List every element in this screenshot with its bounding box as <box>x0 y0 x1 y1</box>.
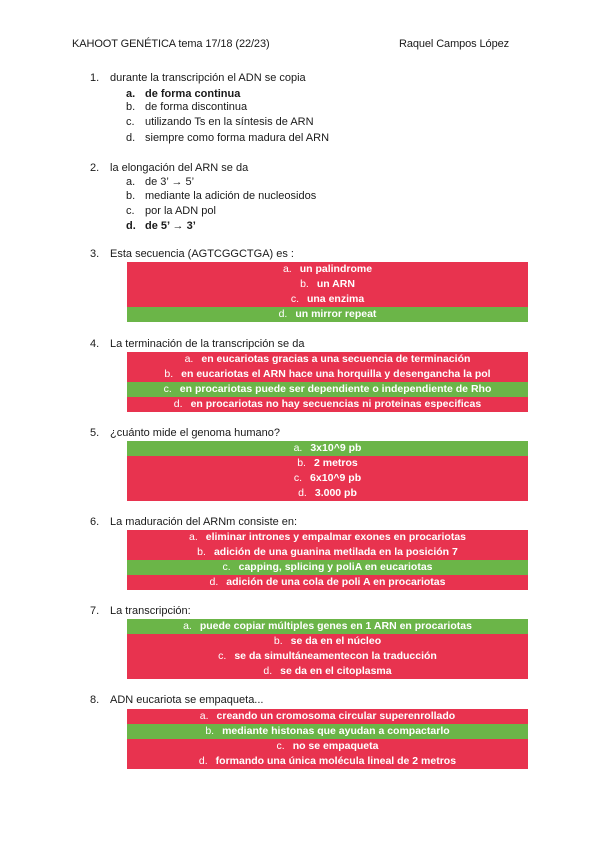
question-text: la elongación del ARN se da <box>110 162 249 174</box>
option-text: 3.000 pb <box>314 487 357 499</box>
option-text: mediante la adición de nucleosidos <box>145 190 317 202</box>
option-letter: b. <box>197 546 206 558</box>
option-letter: c. <box>222 561 231 573</box>
option-text: por la ADN pol <box>145 205 216 217</box>
question-2 <box>90 162 248 174</box>
question-1 <box>90 72 306 84</box>
option-text: en eucariotas el ARN hace una horquilla y desengancha la pol <box>181 368 491 380</box>
option-letter: d. <box>263 665 273 677</box>
option-letter: b. <box>164 368 174 380</box>
option-text: utilizando Ts en la síntesis de ARN <box>145 116 314 128</box>
answer-bar-7d <box>127 664 528 679</box>
option-letter: b. <box>126 190 136 202</box>
answer-bar-7b <box>127 634 528 649</box>
option-text: un ARN <box>316 278 355 290</box>
option-letter: d. <box>278 308 288 320</box>
option-2c <box>126 205 216 217</box>
answer-bar-4d <box>127 397 528 412</box>
answer-bar-3d <box>127 307 528 322</box>
option-text: adición de una cola de poli A en procariotas <box>226 576 446 588</box>
option-letter: d. <box>209 576 219 588</box>
option-letter: a. <box>126 88 136 100</box>
option-text: de forma continua <box>145 88 241 100</box>
option-letter: b. <box>126 101 136 113</box>
option-text: en procariotas no hay secuencias ni proteinas especificas <box>190 398 482 410</box>
option-text: mediante histonas que ayudan a compactarlo <box>222 725 450 737</box>
answer-bar-6b <box>127 545 528 560</box>
option-letter: d. <box>298 487 307 499</box>
option-text: 2 metros <box>313 457 358 469</box>
question-5 <box>90 427 280 439</box>
option-text: de 5’ → 3’ <box>145 220 196 232</box>
answer-bar-8c <box>127 739 528 754</box>
question-number: 3. <box>90 248 100 260</box>
option-letter: c. <box>293 472 303 484</box>
answer-bar-4a <box>127 352 528 367</box>
answer-bar-4b <box>127 367 528 382</box>
option-letter: a. <box>188 531 198 543</box>
answer-bar-6d <box>127 575 528 590</box>
option-2d <box>126 220 196 232</box>
question-4 <box>90 338 304 350</box>
option-1a <box>126 88 240 100</box>
answer-bar-8b <box>127 724 528 739</box>
answer-bar-3c <box>127 292 528 307</box>
option-text: de forma discontinua <box>145 101 248 113</box>
option-letter: c. <box>126 116 135 128</box>
author-name: Raquel Campos López <box>399 38 510 50</box>
option-letter: b. <box>205 725 215 737</box>
option-text: siempre como forma madura del ARN <box>145 132 330 144</box>
question-number: 6. <box>90 516 100 528</box>
option-text: adición de una guanina metilada en la posición 7 <box>213 546 458 558</box>
option-letter: c. <box>163 383 172 395</box>
option-letter: a. <box>282 263 292 275</box>
question-6 <box>90 516 297 528</box>
answer-bar-7c <box>127 649 528 664</box>
option-letter: a. <box>126 176 136 188</box>
option-text: 3x10^9 pb <box>310 442 362 454</box>
option-1b <box>126 101 247 113</box>
option-text: de 3’ → 5’ <box>145 176 195 188</box>
answer-bar-4c <box>127 382 528 397</box>
option-text: se da simultáneamentecon la traducción <box>234 650 437 662</box>
option-2a <box>126 176 194 188</box>
option-letter: a. <box>183 620 192 632</box>
question-text: Esta secuencia (AGTCGGCTGA) es : <box>110 248 294 260</box>
option-letter: d. <box>173 398 183 410</box>
option-text: un palindrome <box>299 263 373 275</box>
option-text: una enzima <box>306 293 365 305</box>
question-3 <box>90 248 294 260</box>
option-text: en procariotas puede ser dependiente o independiente de Rho <box>179 383 492 395</box>
option-letter: d. <box>126 220 136 232</box>
option-letter: b. <box>300 278 309 290</box>
option-text: un mirror repeat <box>295 308 377 320</box>
question-7 <box>90 605 191 617</box>
option-letter: b. <box>273 635 283 647</box>
option-text: 6x10^9 pb <box>310 472 362 484</box>
question-number: 5. <box>90 427 100 439</box>
option-letter: a. <box>293 442 303 454</box>
option-letter: b. <box>297 457 306 469</box>
question-number: 7. <box>90 605 100 617</box>
question-number: 4. <box>90 338 100 350</box>
answer-bar-3a <box>127 262 528 277</box>
option-text: puede copiar múltiples genes en 1 ARN en procariotas <box>199 620 472 632</box>
answer-bar-6a <box>127 530 528 545</box>
option-letter: c. <box>276 740 285 752</box>
answer-bar-5c <box>127 471 528 486</box>
document-title: KAHOOT GENÉTICA tema 17/18 (22/23) <box>72 38 270 50</box>
option-letter: d. <box>198 755 208 767</box>
question-number: 2. <box>90 162 100 174</box>
option-letter: a. <box>199 710 209 722</box>
answer-bar-5d <box>127 486 528 501</box>
option-text: en eucariotas gracias a una secuencia de terminación <box>201 353 471 365</box>
answer-bar-8d <box>127 754 528 769</box>
option-text: se da en el citoplasma <box>280 665 392 677</box>
question-text: ADN eucariota se empaqueta... <box>110 694 264 706</box>
option-2b <box>126 190 316 202</box>
answer-bar-7a <box>127 619 528 634</box>
answer-bar-8a <box>127 709 528 724</box>
option-1d <box>126 132 329 144</box>
question-number: 1. <box>90 72 100 84</box>
option-1c <box>126 116 314 128</box>
option-text: creando un cromosoma circular superenrollado <box>216 710 456 722</box>
option-letter: c. <box>218 650 227 662</box>
option-letter: c. <box>290 293 299 305</box>
question-text: La maduración del ARNm consiste en: <box>110 516 298 528</box>
question-text: La terminación de la transcripción se da <box>110 338 305 350</box>
question-number: 8. <box>90 694 100 706</box>
answer-bar-6c <box>127 560 528 575</box>
question-8 <box>90 694 263 706</box>
answer-bar-5b <box>127 456 528 471</box>
option-text: capping, splicing y poliA en eucariotas <box>238 561 433 573</box>
option-letter: a. <box>184 353 194 365</box>
question-text: durante la transcripción el ADN se copia <box>110 72 306 84</box>
option-text: no se empaqueta <box>292 740 379 752</box>
answer-bar-5a <box>127 441 528 456</box>
answer-bar-3b <box>127 277 528 292</box>
option-text: eliminar intrones y empalmar exones en procariotas <box>205 531 467 543</box>
option-letter: d. <box>126 132 136 144</box>
option-text: formando una única molécula lineal de 2 metros <box>215 755 457 767</box>
question-text: La transcripción: <box>110 605 191 617</box>
option-text: se da en el núcleo <box>290 635 382 647</box>
option-letter: c. <box>126 205 135 217</box>
question-text: ¿cuánto mide el genoma humano? <box>110 427 280 439</box>
